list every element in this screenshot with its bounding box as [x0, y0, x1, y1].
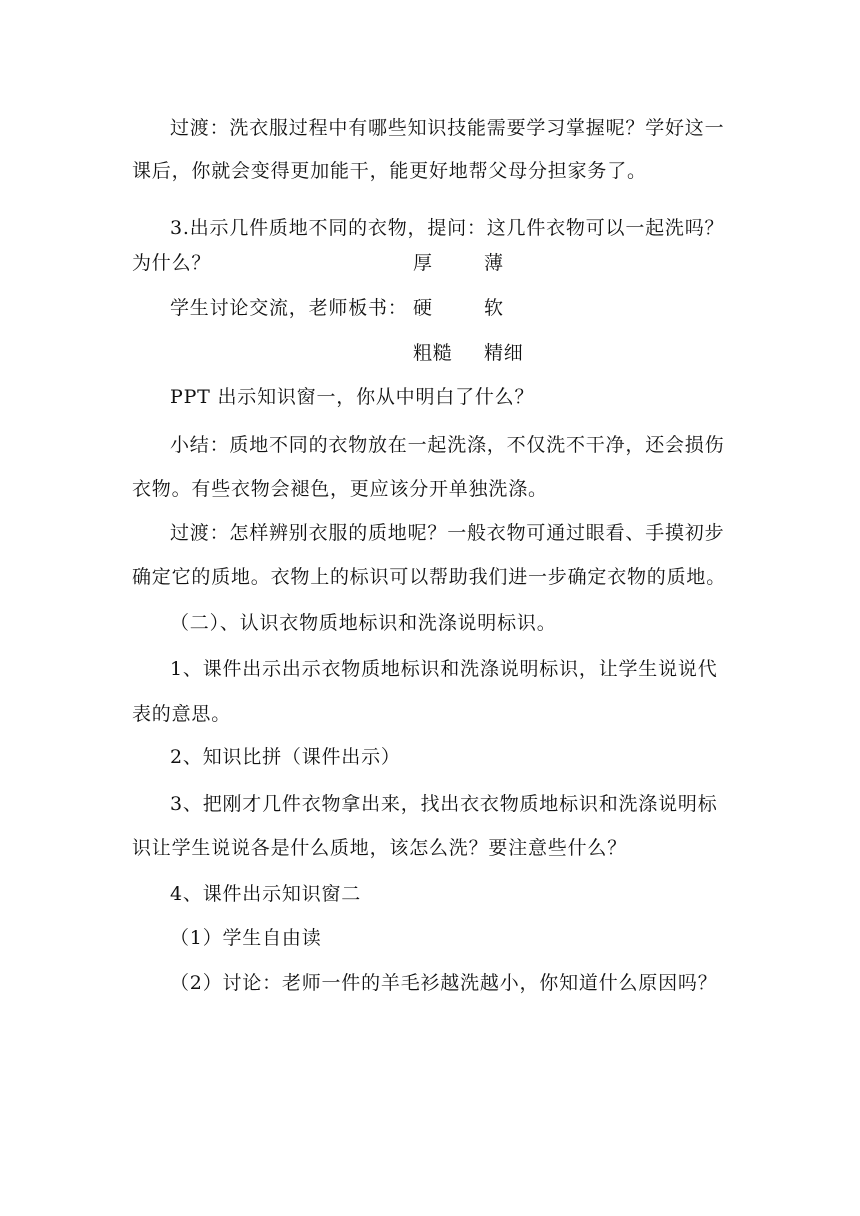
- board-left-item: 厚: [413, 252, 433, 274]
- paragraph-line: 2、知识比拼（课件出示）: [170, 746, 401, 768]
- paragraph-line: 表的意思。: [132, 703, 232, 725]
- paragraph-line: 衣物。有些衣物会褪色，更应该分开单独洗涤。: [132, 478, 548, 500]
- paragraph-line: 1、课件出示出示衣物质地标识和洗涤说明标识，让学生说说代: [170, 658, 718, 680]
- paragraph-line: 过渡：洗衣服过程中有哪些知识技能需要学习掌握呢？学好这一: [170, 117, 725, 139]
- board-left-item: 粗糙: [413, 342, 453, 364]
- paragraph-line: 小结：质地不同的衣物放在一起洗涤，不仅洗不干净，还会损伤: [170, 434, 725, 456]
- paragraph-line: 学生讨论交流，老师板书：: [170, 297, 408, 319]
- paragraph-line: 过渡：怎样辨别衣服的质地呢？一般衣物可通过眼看、手摸初步: [170, 522, 725, 544]
- paragraph-line: 3、把刚才几件衣物拿出来，找出衣衣物质地标识和洗涤说明标: [170, 793, 718, 815]
- board-right-item: 精细: [484, 342, 524, 364]
- paragraph-line: 4、课件出示知识窗二: [170, 883, 362, 905]
- paragraph-line: （1）学生自由读: [170, 927, 322, 949]
- board-right-item: 薄: [484, 252, 504, 274]
- paragraph-line: 课后，你就会变得更加能干，能更好地帮父母分担家务了。: [132, 160, 647, 182]
- board-right-item: 软: [484, 297, 504, 319]
- section-heading: （二）、认识衣物质地标识和洗涤说明标识。: [170, 612, 557, 634]
- paragraph-line: 确定它的质地。衣物上的标识可以帮助我们进一步确定衣物的质地。: [132, 566, 727, 588]
- paragraph-line: 为什么？: [132, 252, 212, 274]
- paragraph-line: 3.出示几件质地不同的衣物，提问：这几件衣物可以一起洗吗？: [170, 217, 725, 239]
- board-left-item: 硬: [413, 297, 433, 319]
- paragraph-line: （2）讨论：老师一件的羊毛衫越洗越小，你知道什么原因吗？: [170, 972, 718, 994]
- paragraph-line: 识让学生说说各是什么质地，该怎么洗？要注意些什么？: [132, 837, 628, 859]
- paragraph-line: PPT 出示知识窗一，你从中明白了什么？: [170, 386, 535, 408]
